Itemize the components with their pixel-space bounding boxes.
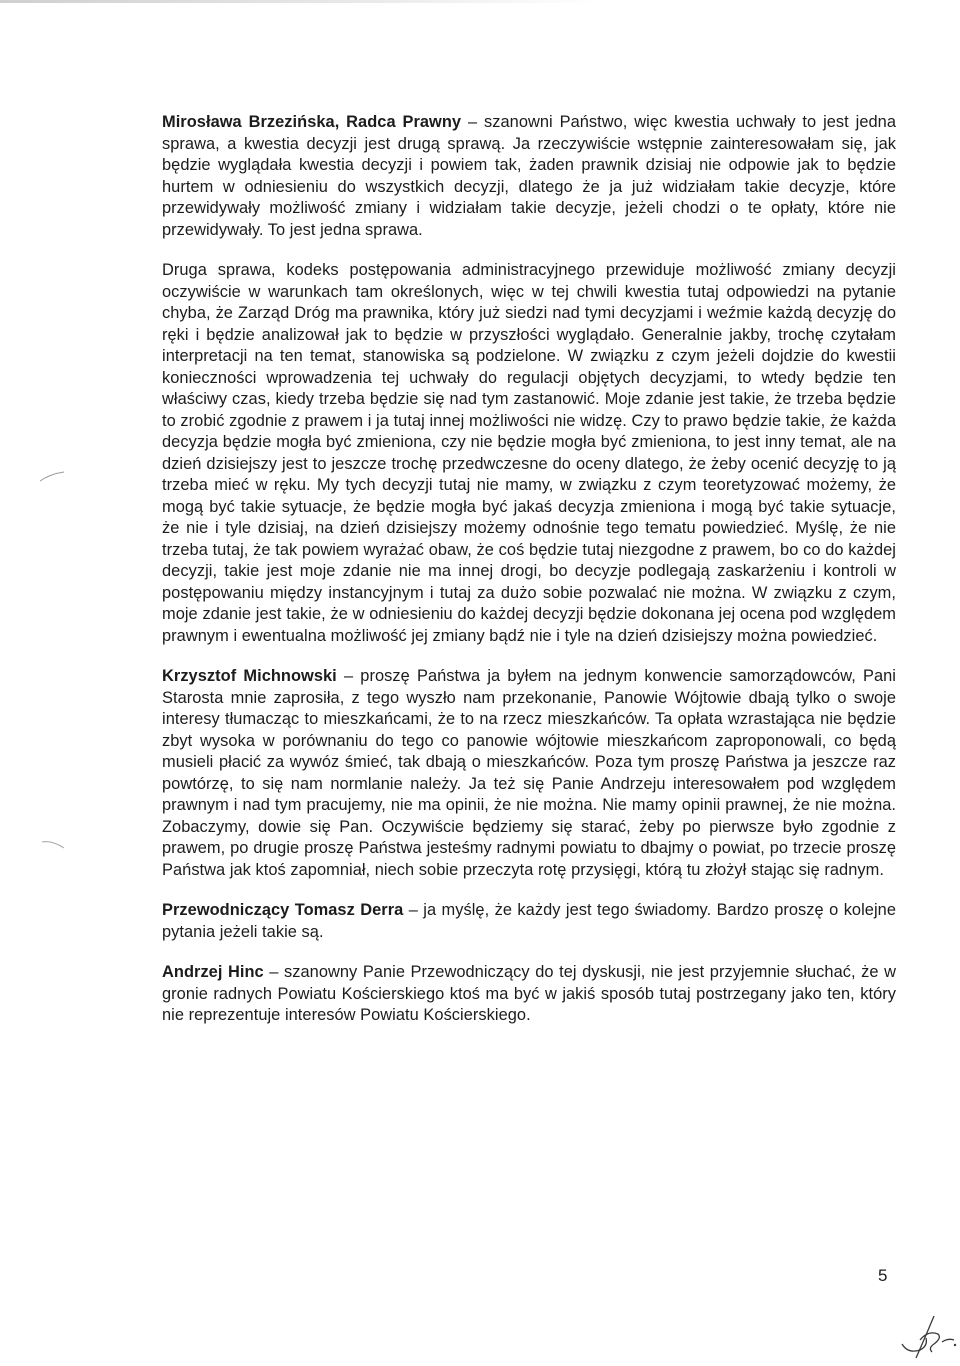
speaker-name: Przewodniczący Tomasz Derra — [162, 901, 404, 919]
document-body — [162, 112, 896, 1046]
paragraph-brzezinska — [162, 112, 896, 241]
speaker-name: Krzysztof Michnowski — [162, 667, 337, 685]
paragraph-text: Druga sprawa, kodeks postępowania administracyjnego przewiduje możliwość zmiany decyzji oczywiście w warunkach tam określonych, więc w tej chwili kwestia tutaj odpowiedzi na pytanie chyba, że Zarząd Dróg ma prawnika, który już siedzi nad tymi decyzjami i weźmie każdą decyzję do ręki i będzie analizował jak to będzie w przyszłości wyglądało. Generalnie jakby, trochę czytałam interpretacji na ten temat, stanowiska są podzielone. W związku z czym jeżeli dojdzie do kwestii konieczności wprowadzenia tej uchwały do regulacji objętych decyzjami, to wtedy będzie ten właściwy czas, kiedy trzeba będzie się nad tym zastanowić. Moje zdanie jest takie, że trzeba będzie to zrobić zgodnie z prawem i ja tutaj innej możliwości nie widzę. Czy to prawo będzie takie, że każda decyzja będzie mogła być zmieniona, czy nie będzie mogła być zmieniona, to jest inny temat, ale na dzień dzisiejszy jest to jeszcze trochę przedwczesne do oceny dlatego, że żeby ocenić decyzję to ją trzeba mieć w ręku. My tych decyzji tutaj nie mamy, w związku z czym teoretyzować możemy, że mogą być takie sytuacje, że będzie mogła być jakaś decyzja zmieniona i mogą być takie sytuacje, że nie i tyle dzisiaj, na dzień dzisiejszy możemy odnośnie tego tematu powiedzieć. Myślę, że nie trzeba tutaj, że tak powiem wyrażać obaw, że coś będzie tutaj niezgodne z prawem, bo co do każdej decyzji, takie jest moje zdanie nie ma innej drogi, bo decyzje podlegają zaskarżeniu i kontroli w postępowaniu między instancyjnym i tutaj za dużo sobie pozwalać nie można. W związku z czym, moje zdanie jest takie, że w odniesieniu do każdej decyzji będzie dokonana jej ocena pod względem prawnym i ewentualna możliwość jej zmiany bądź nie i tyle na dzień dzisiejszy można powiedzieć. — [162, 261, 896, 645]
paragraph-continuation — [162, 260, 896, 647]
paragraph-text: – szanowni Państwo, więc kwestia uchwały to jest jedna sprawa, a kwestia decyzji jest drugą sprawą. Ja rzeczywiście wstępnie zainteresowałam się, jak będzie wyglądała kwestia decyzji i powiem tak, żaden prawnik dzisiaj nie odpowie jak to będzie hurtem w odniesieniu do wszystkich decyzji, dlatego że ja już widziałam takie decyzje, które przewidywały możliwość zmiany i widziałam takie decyzje, jeżeli chodzi o te opłaty, które nie przewidywały. To jest jedna sprawa. — [162, 113, 896, 239]
page-number: 5 — [878, 1266, 888, 1285]
scan-edge-artifact — [0, 0, 600, 3]
handwritten-initial-signature — [898, 1300, 958, 1360]
speaker-name: Andrzej Hinc — [162, 963, 264, 981]
paragraph-text: – proszę Państwa ja byłem na jednym konwencie samorządowców, Pani Starosta mnie zaprosiła, z tego wyszło nam przekonanie, Panowie Wójtowie dbają tylko o swoje interesy tłumacząc to mieszkańcami, że to na rzecz mieszkańców. Ta opłata wzrastająca nie będzie zbyt wysoka w porównaniu do tego co panowie wójtowie mieszkańcom zaproponowali, co będą musieli płacić za wywóz śmieć, tak dbają o mieszkańców. Poza tym proszę Państwa ja jeszcze raz powtórzę, to się nam normlanie należy. Ja też się Panie Andrzeju interesowałem pod względem prawnym i nad tym pracujemy, nie ma opinii, że nie można. Nie mamy opinii prawnej, że nie można. Zobaczymy, dowie się Pan. Oczywiście będziemy się starać, żeby po pierwsze było zgodnie z prawem, po drugie proszę Państwa jesteśmy radnymi powiatu to dbajmy o powiat, po trzecie proszę Państwa jak ktoś zapomniał, niech sobie przeczyta rotę przysięgi, którą tu złożył stając się radnym. — [162, 667, 896, 879]
margin-pencil-mark — [40, 838, 66, 852]
paragraph-text: – ja myślę, że każdy jest tego świadomy. Bardzo proszę o kolejne pytania jeżeli takie są. — [162, 901, 896, 941]
margin-pencil-mark — [38, 470, 66, 484]
paragraph-hinc — [162, 962, 896, 1027]
paragraph-michnowski — [162, 666, 896, 881]
speaker-name: Mirosława Brzezińska, Radca Prawny — [162, 113, 462, 131]
paragraph-text: – szanowny Panie Przewodniczący do tej dyskusji, nie jest przyjemnie słuchać, że w gronie radnych Powiatu Kościerskiego ktoś ma być w jakiś sposób tutaj postrzegany jako ten, który nie reprezentuje interesów Powiatu Kościerskiego. — [162, 963, 896, 1024]
paragraph-derra — [162, 900, 896, 943]
